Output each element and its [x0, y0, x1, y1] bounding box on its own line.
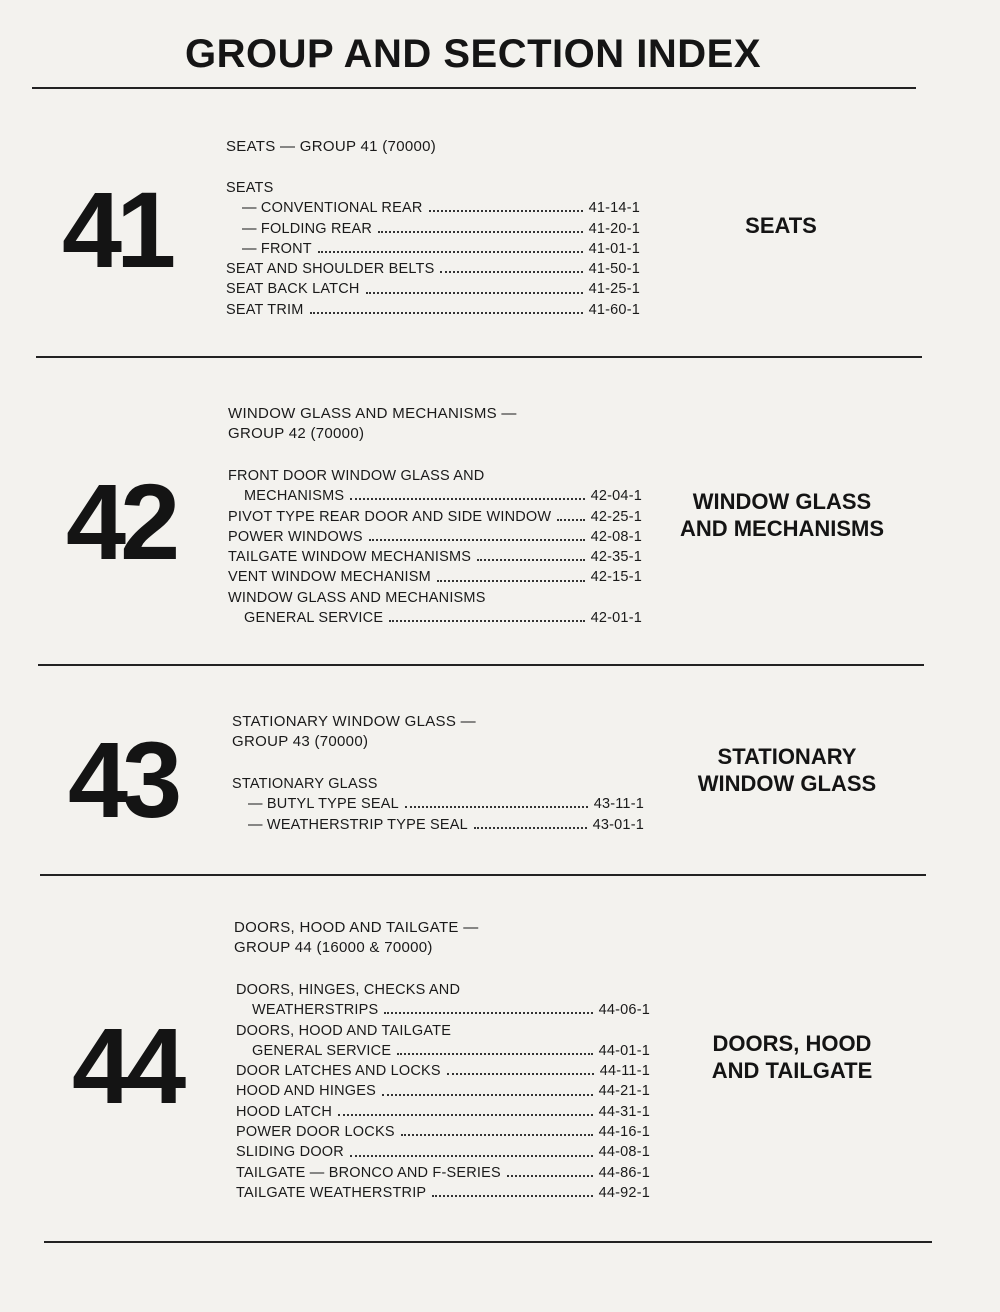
entry-label: SEAT BACK LATCH: [226, 281, 360, 298]
dot-leader: [405, 806, 588, 808]
entry-label: POWER DOOR LOCKS: [236, 1124, 395, 1141]
page-title: GROUP AND SECTION INDEX: [185, 32, 762, 76]
index-entry[interactable]: [226, 219, 640, 239]
entry-label: GENERAL SERVICE: [252, 1042, 392, 1059]
entry-label: SEAT AND SHOULDER BELTS: [226, 261, 435, 278]
entry-page: 42-04-1: [590, 488, 642, 505]
dot-leader: [382, 1094, 593, 1096]
group-heading-line: STATIONARY WINDOW GLASS —: [232, 713, 476, 730]
index-entry[interactable]: [236, 1061, 650, 1081]
group-number: 42: [66, 461, 175, 582]
index-entry[interactable]: [232, 774, 644, 794]
index-entry[interactable]: [232, 815, 644, 835]
dot-leader: [389, 620, 584, 622]
entry-page: 44-01-1: [598, 1042, 650, 1059]
group-heading-line: GROUP 44 (16000 & 70000): [234, 939, 433, 956]
entry-label: SEAT TRIM: [226, 301, 304, 318]
entry-label: WEATHERSTRIPS: [252, 1002, 379, 1019]
index-entry[interactable]: [236, 1163, 650, 1183]
entry-label: GENERAL SERVICE: [244, 610, 384, 627]
divider: [38, 664, 924, 666]
section-side-title: [660, 488, 904, 542]
entry-list: [236, 980, 650, 1203]
entry-label: — CONVENTIONAL REAR: [242, 200, 423, 217]
entry-page: 43-01-1: [592, 816, 644, 833]
group-heading-line: GROUP 42 (70000): [228, 425, 365, 442]
entry-label: — FOLDING REAR: [242, 220, 373, 237]
side-title-line: WINDOW GLASS: [692, 489, 872, 514]
entry-page: 42-25-1: [590, 508, 642, 525]
index-entry[interactable]: [226, 300, 640, 320]
entry-page: 44-16-1: [598, 1124, 650, 1141]
entry-page: 44-08-1: [598, 1144, 650, 1161]
dot-leader: [369, 539, 585, 541]
entry-list: [232, 774, 644, 835]
index-entry[interactable]: [236, 1183, 650, 1203]
entry-page: 41-01-1: [588, 240, 640, 257]
index-entry[interactable]: [228, 547, 642, 567]
index-entry[interactable]: [228, 486, 642, 506]
group-heading-line: GROUP 43 (70000): [232, 733, 369, 750]
group-heading: [226, 137, 436, 157]
group-number: 43: [68, 719, 177, 840]
dot-leader: [318, 251, 583, 253]
dot-leader: [350, 1155, 593, 1157]
index-entry[interactable]: [226, 239, 640, 259]
divider: [40, 874, 926, 876]
entry-page: 44-92-1: [598, 1184, 650, 1201]
divider-top: [32, 87, 916, 89]
index-entry[interactable]: [226, 198, 640, 218]
index-entry[interactable]: [228, 466, 642, 486]
entry-label: HOOD LATCH: [236, 1103, 332, 1120]
entry-page: 42-01-1: [590, 610, 642, 627]
index-entry[interactable]: [228, 608, 642, 628]
entry-list: [228, 466, 642, 628]
entry-label: — WEATHERSTRIP TYPE SEAL: [248, 816, 468, 833]
entry-label: DOOR LATCHES AND LOCKS: [236, 1063, 441, 1080]
entry-label: STATIONARY GLASS: [232, 776, 378, 792]
dot-leader: [310, 312, 583, 314]
index-entry[interactable]: [228, 588, 642, 608]
index-entry[interactable]: [226, 178, 640, 198]
group-heading-line: SEATS — GROUP 41 (70000): [226, 138, 437, 155]
side-title-line: SEATS: [745, 213, 817, 238]
entry-page: 44-31-1: [598, 1103, 650, 1120]
entry-page: 41-14-1: [588, 200, 640, 217]
index-entry[interactable]: [236, 1142, 650, 1162]
group-heading: [232, 712, 476, 752]
dot-leader: [384, 1012, 592, 1014]
entry-label: DOORS, HINGES, CHECKS AND: [236, 982, 461, 998]
group-heading: [228, 404, 517, 444]
index-entry[interactable]: [236, 1122, 650, 1142]
group-number: 44: [72, 1005, 181, 1126]
group-heading: [234, 918, 479, 958]
divider-bottom: [44, 1241, 932, 1243]
dot-leader: [474, 827, 587, 829]
entry-label: TAILGATE WEATHERSTRIP: [236, 1184, 427, 1201]
group-heading-line: WINDOW GLASS AND MECHANISMS —: [228, 405, 517, 422]
index-entry[interactable]: [236, 1081, 650, 1101]
entry-label: PIVOT TYPE REAR DOOR AND SIDE WINDOW: [228, 508, 552, 525]
index-entry[interactable]: [232, 794, 644, 814]
dot-leader: [366, 292, 583, 294]
entry-label: MECHANISMS: [244, 488, 345, 505]
entry-page: 44-86-1: [598, 1164, 650, 1181]
entry-label: SLIDING DOOR: [236, 1144, 344, 1161]
dot-leader: [507, 1175, 593, 1177]
dot-leader: [401, 1134, 593, 1136]
index-entry[interactable]: [226, 259, 640, 279]
dot-leader: [437, 580, 585, 582]
side-title-line: AND MECHANISMS: [679, 516, 885, 541]
dot-leader: [432, 1195, 592, 1197]
index-entry[interactable]: [228, 507, 642, 527]
entry-label: HOOD AND HINGES: [236, 1083, 376, 1100]
entry-label: — BUTYL TYPE SEAL: [248, 796, 399, 813]
entry-label: POWER WINDOWS: [228, 528, 363, 545]
entry-page: 41-50-1: [588, 261, 640, 278]
entry-page: 41-20-1: [588, 220, 640, 237]
section-side-title: [710, 212, 852, 239]
side-title-line: WINDOW GLASS: [697, 771, 877, 796]
entry-page: 42-15-1: [590, 569, 642, 586]
entry-page: 41-60-1: [588, 301, 640, 318]
entry-page: 44-11-1: [599, 1063, 650, 1080]
index-entry[interactable]: [236, 980, 650, 1000]
group-number: 41: [62, 169, 171, 290]
divider: [36, 356, 922, 358]
entry-page: 43-11-1: [593, 796, 644, 813]
dot-leader: [338, 1114, 593, 1116]
index-entry[interactable]: [236, 1000, 650, 1020]
dot-leader: [447, 1073, 594, 1075]
dot-leader: [350, 498, 584, 500]
index-entry[interactable]: [236, 1021, 650, 1041]
entry-label: FRONT DOOR WINDOW GLASS AND: [228, 468, 485, 484]
dot-leader: [397, 1053, 592, 1055]
entry-page: 42-08-1: [590, 528, 642, 545]
side-title-line: DOORS, HOOD: [712, 1031, 872, 1056]
section-side-title: [680, 1030, 904, 1084]
dot-leader: [429, 210, 583, 212]
entry-label: DOORS, HOOD AND TAILGATE: [236, 1022, 452, 1039]
index-entry[interactable]: [236, 1041, 650, 1061]
side-title-line: AND TAILGATE: [711, 1058, 873, 1083]
entry-page: 44-21-1: [598, 1083, 650, 1100]
entry-page: 41-25-1: [588, 281, 640, 298]
entry-page: 42-35-1: [590, 549, 642, 566]
dot-leader: [378, 231, 583, 233]
section-side-title: [672, 743, 902, 797]
dot-leader: [477, 559, 584, 561]
dot-leader: [557, 519, 584, 521]
side-title-line: STATIONARY: [717, 744, 857, 769]
index-entry[interactable]: [228, 567, 642, 587]
dot-leader: [440, 271, 582, 273]
entry-label: SEATS: [226, 180, 274, 196]
entry-list: [226, 178, 640, 320]
entry-label: VENT WINDOW MECHANISM: [228, 569, 431, 586]
entry-label: TAILGATE — BRONCO AND F-SERIES: [236, 1164, 501, 1181]
entry-label: WINDOW GLASS AND MECHANISMS: [228, 589, 486, 606]
index-entry[interactable]: [226, 279, 640, 299]
group-heading-line: DOORS, HOOD AND TAILGATE —: [234, 919, 479, 936]
entry-page: 44-06-1: [598, 1002, 650, 1019]
index-entry[interactable]: [236, 1102, 650, 1122]
entry-label: TAILGATE WINDOW MECHANISMS: [228, 549, 472, 566]
index-entry[interactable]: [228, 527, 642, 547]
entry-label: — FRONT: [242, 240, 312, 257]
